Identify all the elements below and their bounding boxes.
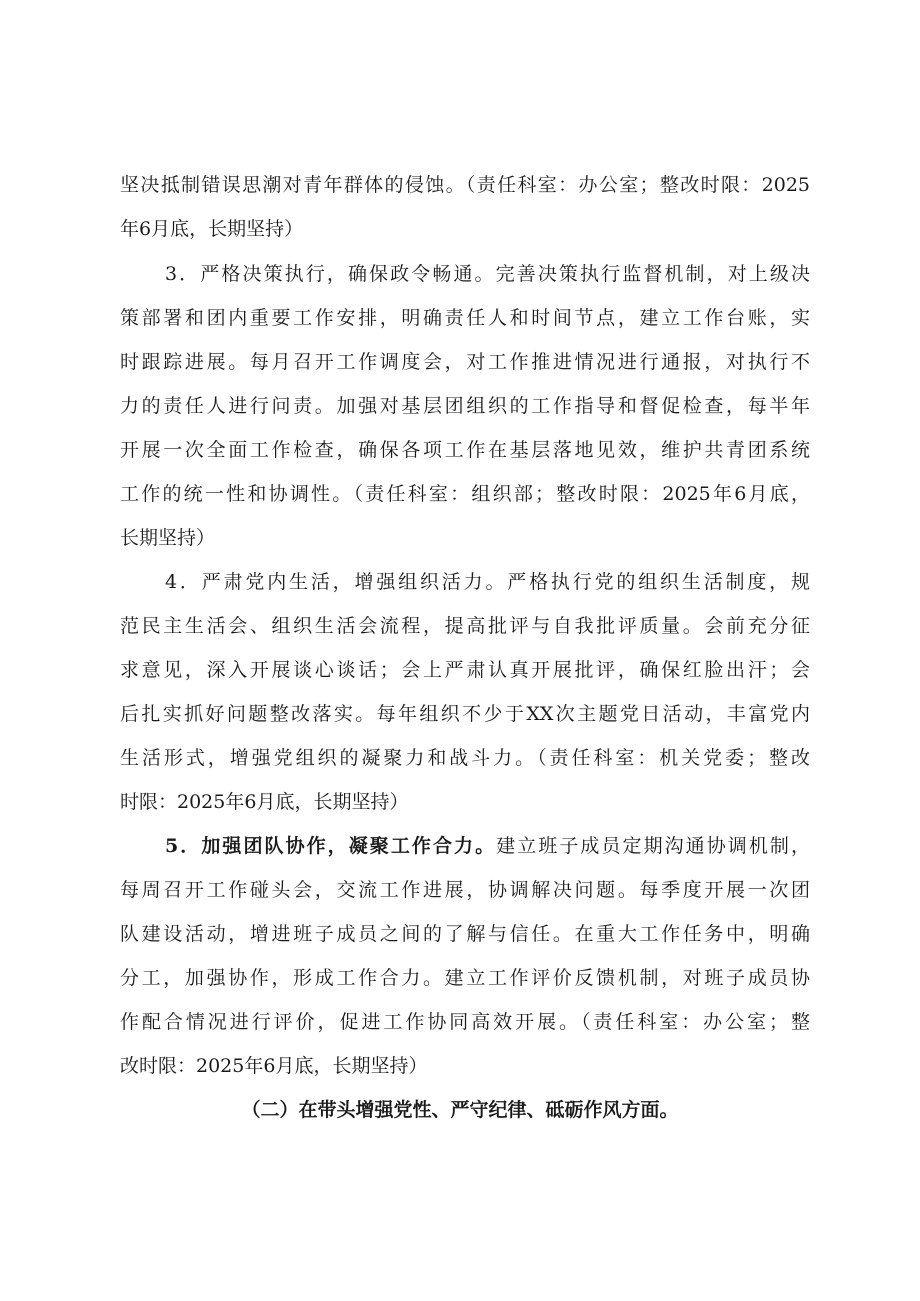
item-3-line: 工作的统一性和协调性。（责任科室：组织部；整改时限：2025年6月底， — [120, 483, 810, 505]
item-5-line: 改时限：2025年6月底，长期坚持） — [120, 1055, 428, 1077]
item-3-line: 3．严格决策执行，确保政令畅通。完善决策执行监督机制，对上级决 — [165, 263, 810, 285]
item-3-line: 开展一次全面工作检查，确保各项工作在基层落地见效，维护共青团系统 — [120, 439, 810, 461]
item-3-line: 力的责任人进行问责。加强对基层团组织的工作指导和督促检查，每半年 — [120, 395, 810, 417]
item-5-line: 分工，加强协作，形成工作合力。建立工作评价反馈机制，对班子成员协 — [120, 967, 810, 989]
item-3-line: 策部署和团内重要工作安排，明确责任人和时间节点，建立工作台账，实 — [120, 307, 810, 329]
item-5-line: 每周召开工作碰头会，交流工作进展，协调解决问题。每季度开展一次团 — [120, 879, 810, 901]
item-4-line: 生活形式，增强党组织的凝聚力和战斗力。（责任科室：机关党委；整改 — [120, 747, 810, 769]
section-heading: （二）在带头增强党性、严守纪律、砥砺作风方面。 — [241, 1099, 679, 1121]
item-4-line: 范民主生活会、组织生活会流程，提高批评与自我批评质量。会前充分征 — [120, 615, 810, 637]
item-4-line: 后扎实抓好问题整改落实。每年组织不少于XX次主题党日活动，丰富党内 — [120, 703, 810, 725]
paragraph-line: 坚决抵制错误思潮对青年群体的侵蚀。（责任科室：办公室；整改时限：2025 — [120, 174, 810, 196]
item-3-line: 时跟踪进展。每月召开工作调度会，对工作推进情况进行通报，对执行不 — [120, 351, 810, 373]
item-5-line: 队建设活动，增进班子成员之间的了解与信任。在重大工作任务中，明确 — [120, 923, 810, 945]
paragraph-line: 年6月底，长期坚持） — [120, 218, 304, 240]
item-5-title: 5．加强团队协作，凝聚工作合力。 — [165, 835, 497, 857]
item-5-line — [165, 831, 810, 861]
item-4-line: 求意见，深入开展谈心谈话；会上严肃认真开展批评，确保红脸出汗；会 — [120, 659, 810, 681]
item-4-line: 4．严肃党内生活，增强组织活力。严格执行党的组织生活制度，规 — [165, 571, 810, 593]
item-5-text: 建立班子成员定期沟通协调机制， — [496, 835, 810, 857]
item-5-line: 作配合情况进行评价，促进工作协同高效开展。（责任科室：办公室；整 — [120, 1011, 810, 1033]
item-3-line: 长期坚持） — [120, 527, 216, 549]
item-4-line: 时限：2025年6月底，长期坚持） — [120, 791, 409, 813]
